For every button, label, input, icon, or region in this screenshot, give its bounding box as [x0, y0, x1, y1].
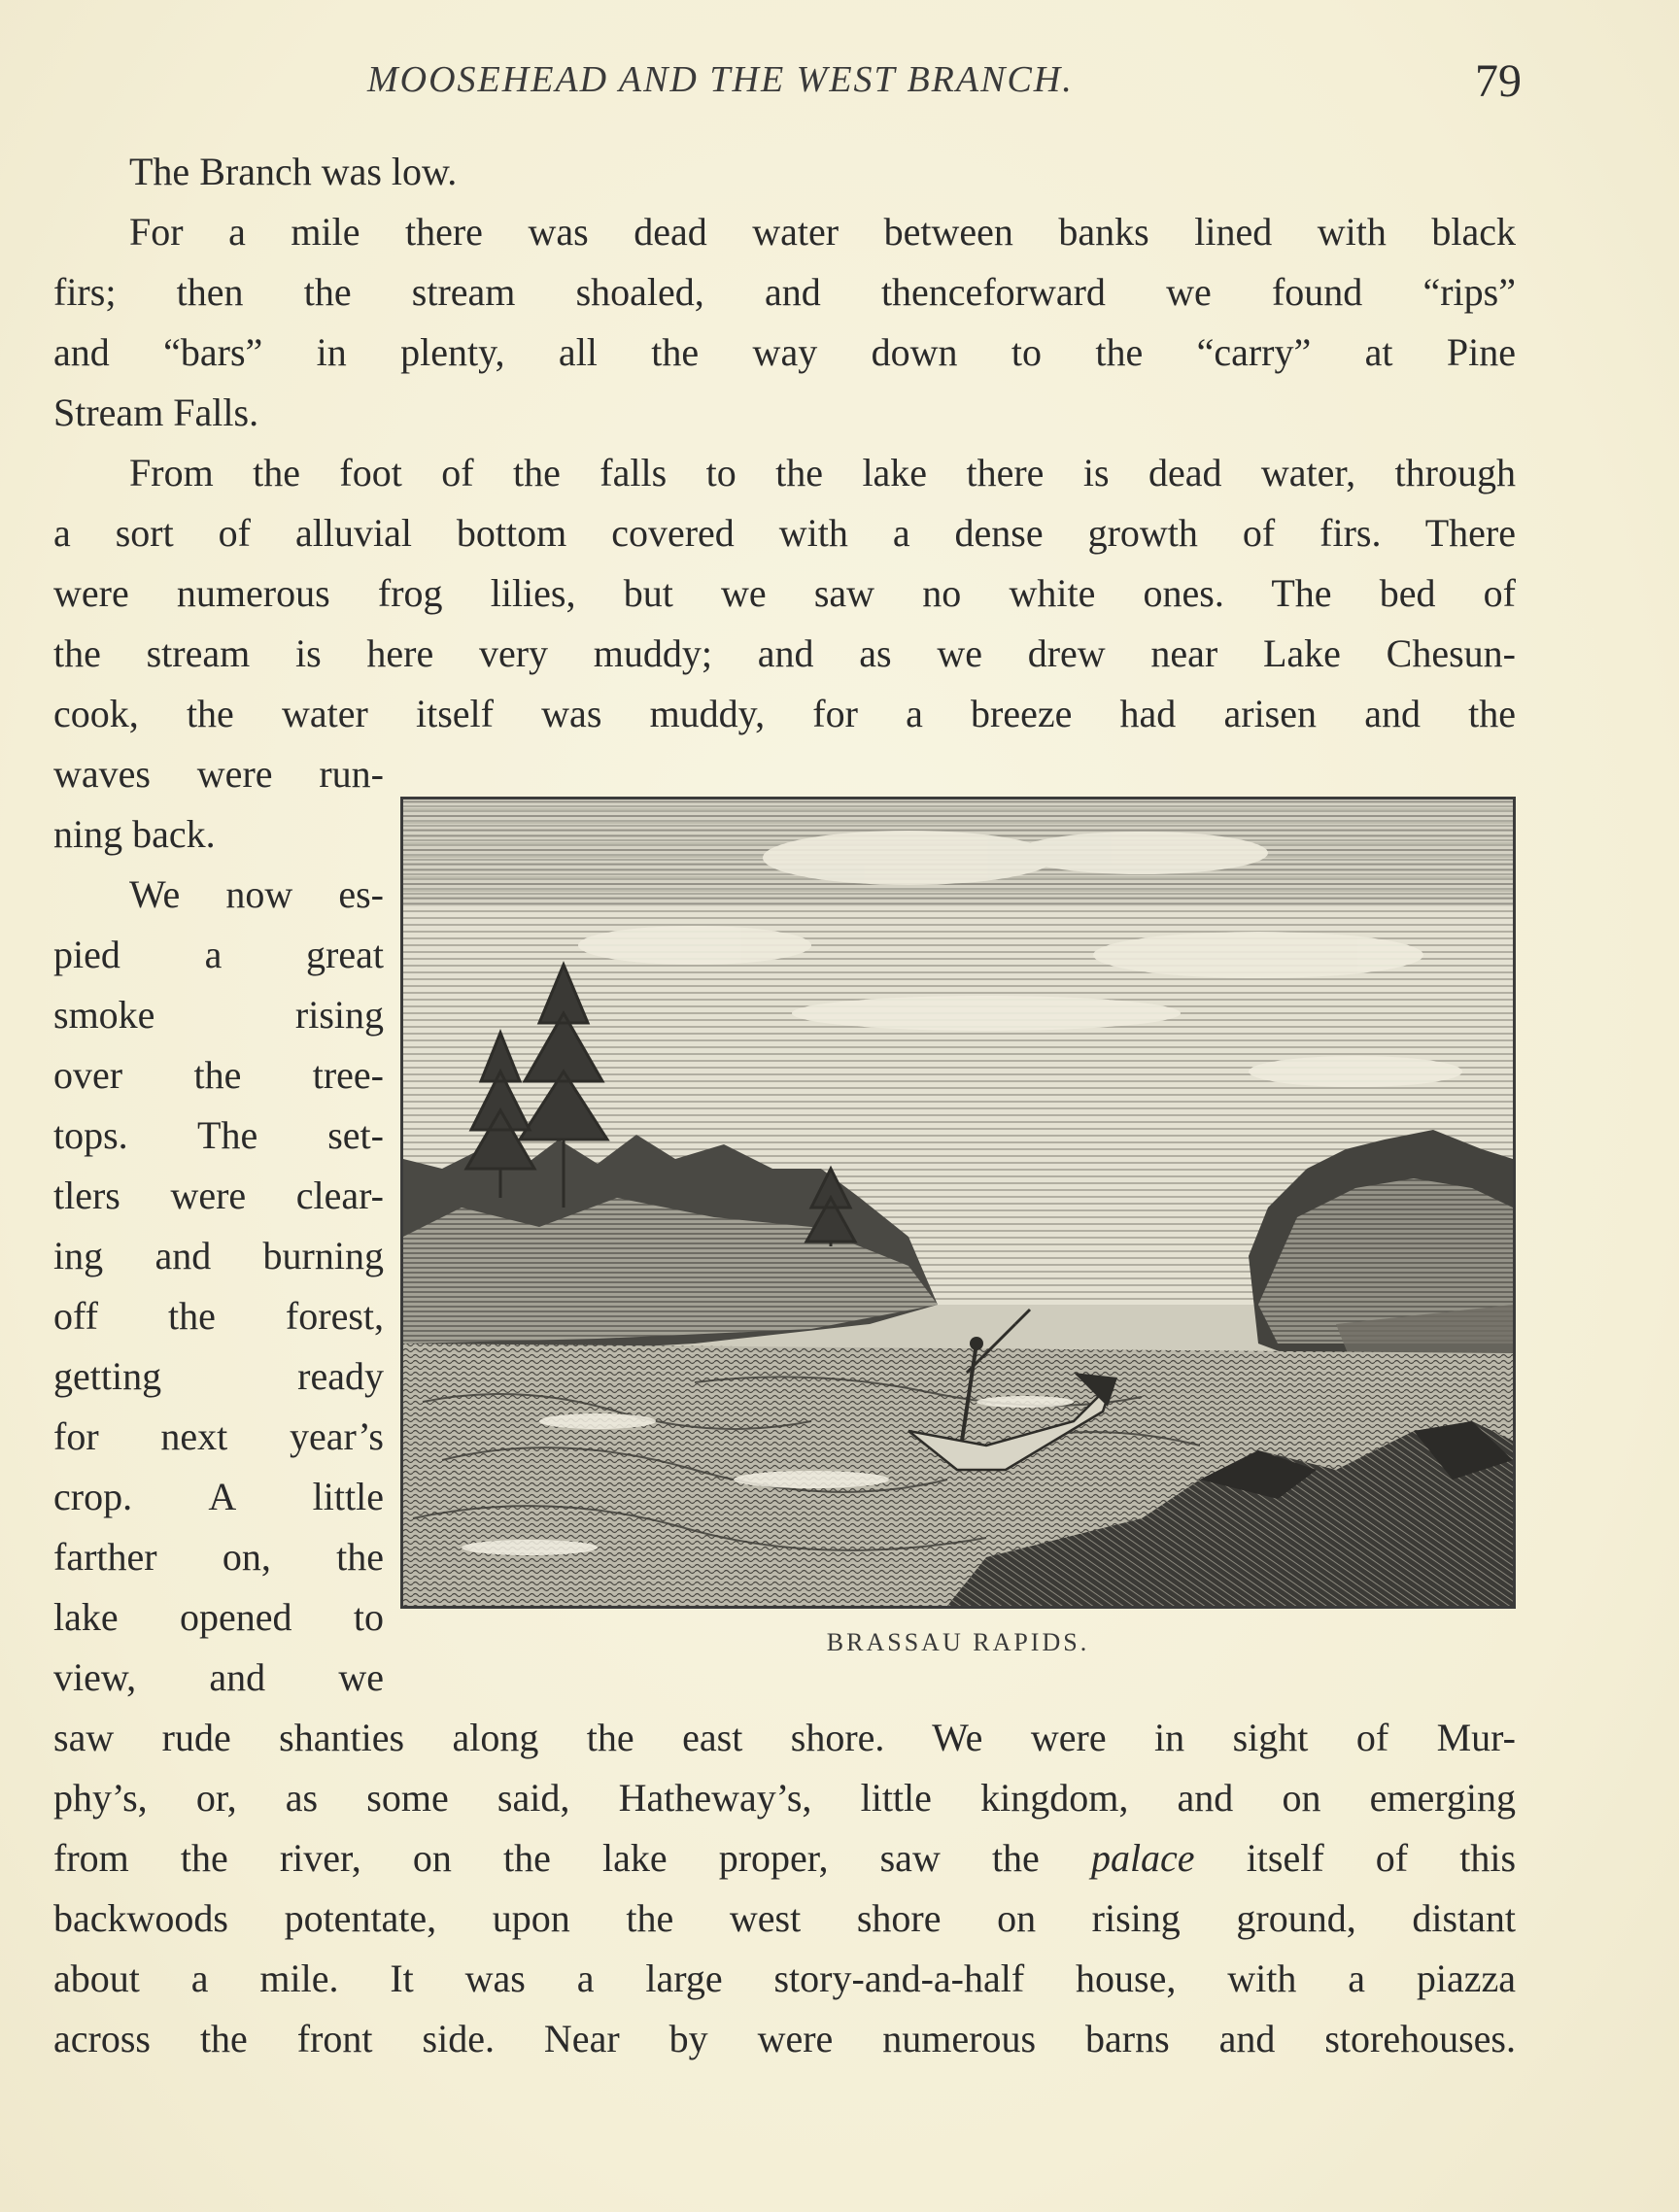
text-line: and “bars” in plenty, all the way down to the “carry” at Pine: [53, 330, 1516, 374]
text-line-narrow: for next year’s: [53, 1414, 384, 1458]
italic-word: palace: [1090, 1836, 1195, 1880]
running-title: MOOSEHEAD AND THE WEST BRANCH.: [367, 59, 1074, 100]
text-line-narrow: waves were run-: [53, 752, 384, 796]
text-line: a sort of alluvial bottom covered with a dense growth of firs. There: [53, 511, 1516, 555]
text-line: From the foot of the falls to the lake there is dead water, through: [129, 451, 1516, 494]
text-line: about a mile. It was a large story-and-a-half house, with a piazza: [53, 1957, 1516, 2000]
text-line: Stream Falls.: [53, 391, 259, 434]
figure-caption: BRASSAU RAPIDS.: [826, 1628, 1090, 1656]
running-head: [0, 52, 1679, 111]
text-line-narrow: view, and we: [53, 1655, 384, 1699]
text-line-narrow: getting ready: [53, 1354, 384, 1398]
text-line: cook, the water itself was muddy, for a breeze had arisen and the: [53, 692, 1516, 735]
text-segment: itself of this: [1246, 1836, 1517, 1880]
page-number: 79: [1475, 55, 1522, 107]
text-line: saw rude shanties along the east shore. We were in sight of Mur-: [53, 1716, 1516, 1759]
text-line-narrow: ing and burning: [53, 1234, 384, 1277]
text-line-narrow: ning back.: [53, 812, 216, 856]
text-segment: from the river, on the lake proper, saw the: [53, 1836, 1040, 1880]
text-line-narrow: smoke rising: [53, 993, 384, 1037]
text-line: the stream is here very muddy; and as we drew near Lake Chesun-: [53, 631, 1516, 675]
engraving-illustration: [400, 797, 1516, 1609]
text-line: The Branch was low.: [129, 150, 458, 193]
engraving-svg: [403, 800, 1513, 1606]
text-line: phy’s, or, as some said, Hatheway’s, little kingdom, and on emerging: [53, 1776, 1516, 1820]
text-line: were numerous frog lilies, but we saw no white ones. The bed of: [53, 571, 1516, 615]
text-line-narrow: crop. A little: [53, 1475, 384, 1518]
text-line: For a mile there was dead water between banks lined with black: [129, 210, 1516, 254]
text-line-narrow: lake opened to: [53, 1595, 384, 1639]
text-line-narrow: We now es-: [129, 872, 384, 916]
text-line: backwoods potentate, upon the west shore on rising ground, distant: [53, 1896, 1516, 1940]
text-line-narrow: pied a great: [53, 933, 384, 976]
text-line-narrow: off the forest,: [53, 1294, 384, 1338]
text-line-narrow: over the tree-: [53, 1053, 384, 1097]
text-line-narrow: tops. The set-: [53, 1113, 384, 1157]
text-line: firs; then the stream shoaled, and thenceforward we found “rips”: [53, 270, 1516, 314]
text-line: [53, 1828, 1516, 1889]
text-line-narrow: tlers were clear-: [53, 1174, 384, 1217]
text-line: across the front side. Near by were numerous barns and storehouses.: [53, 2017, 1516, 2060]
text-line-narrow: farther on, the: [53, 1535, 384, 1579]
